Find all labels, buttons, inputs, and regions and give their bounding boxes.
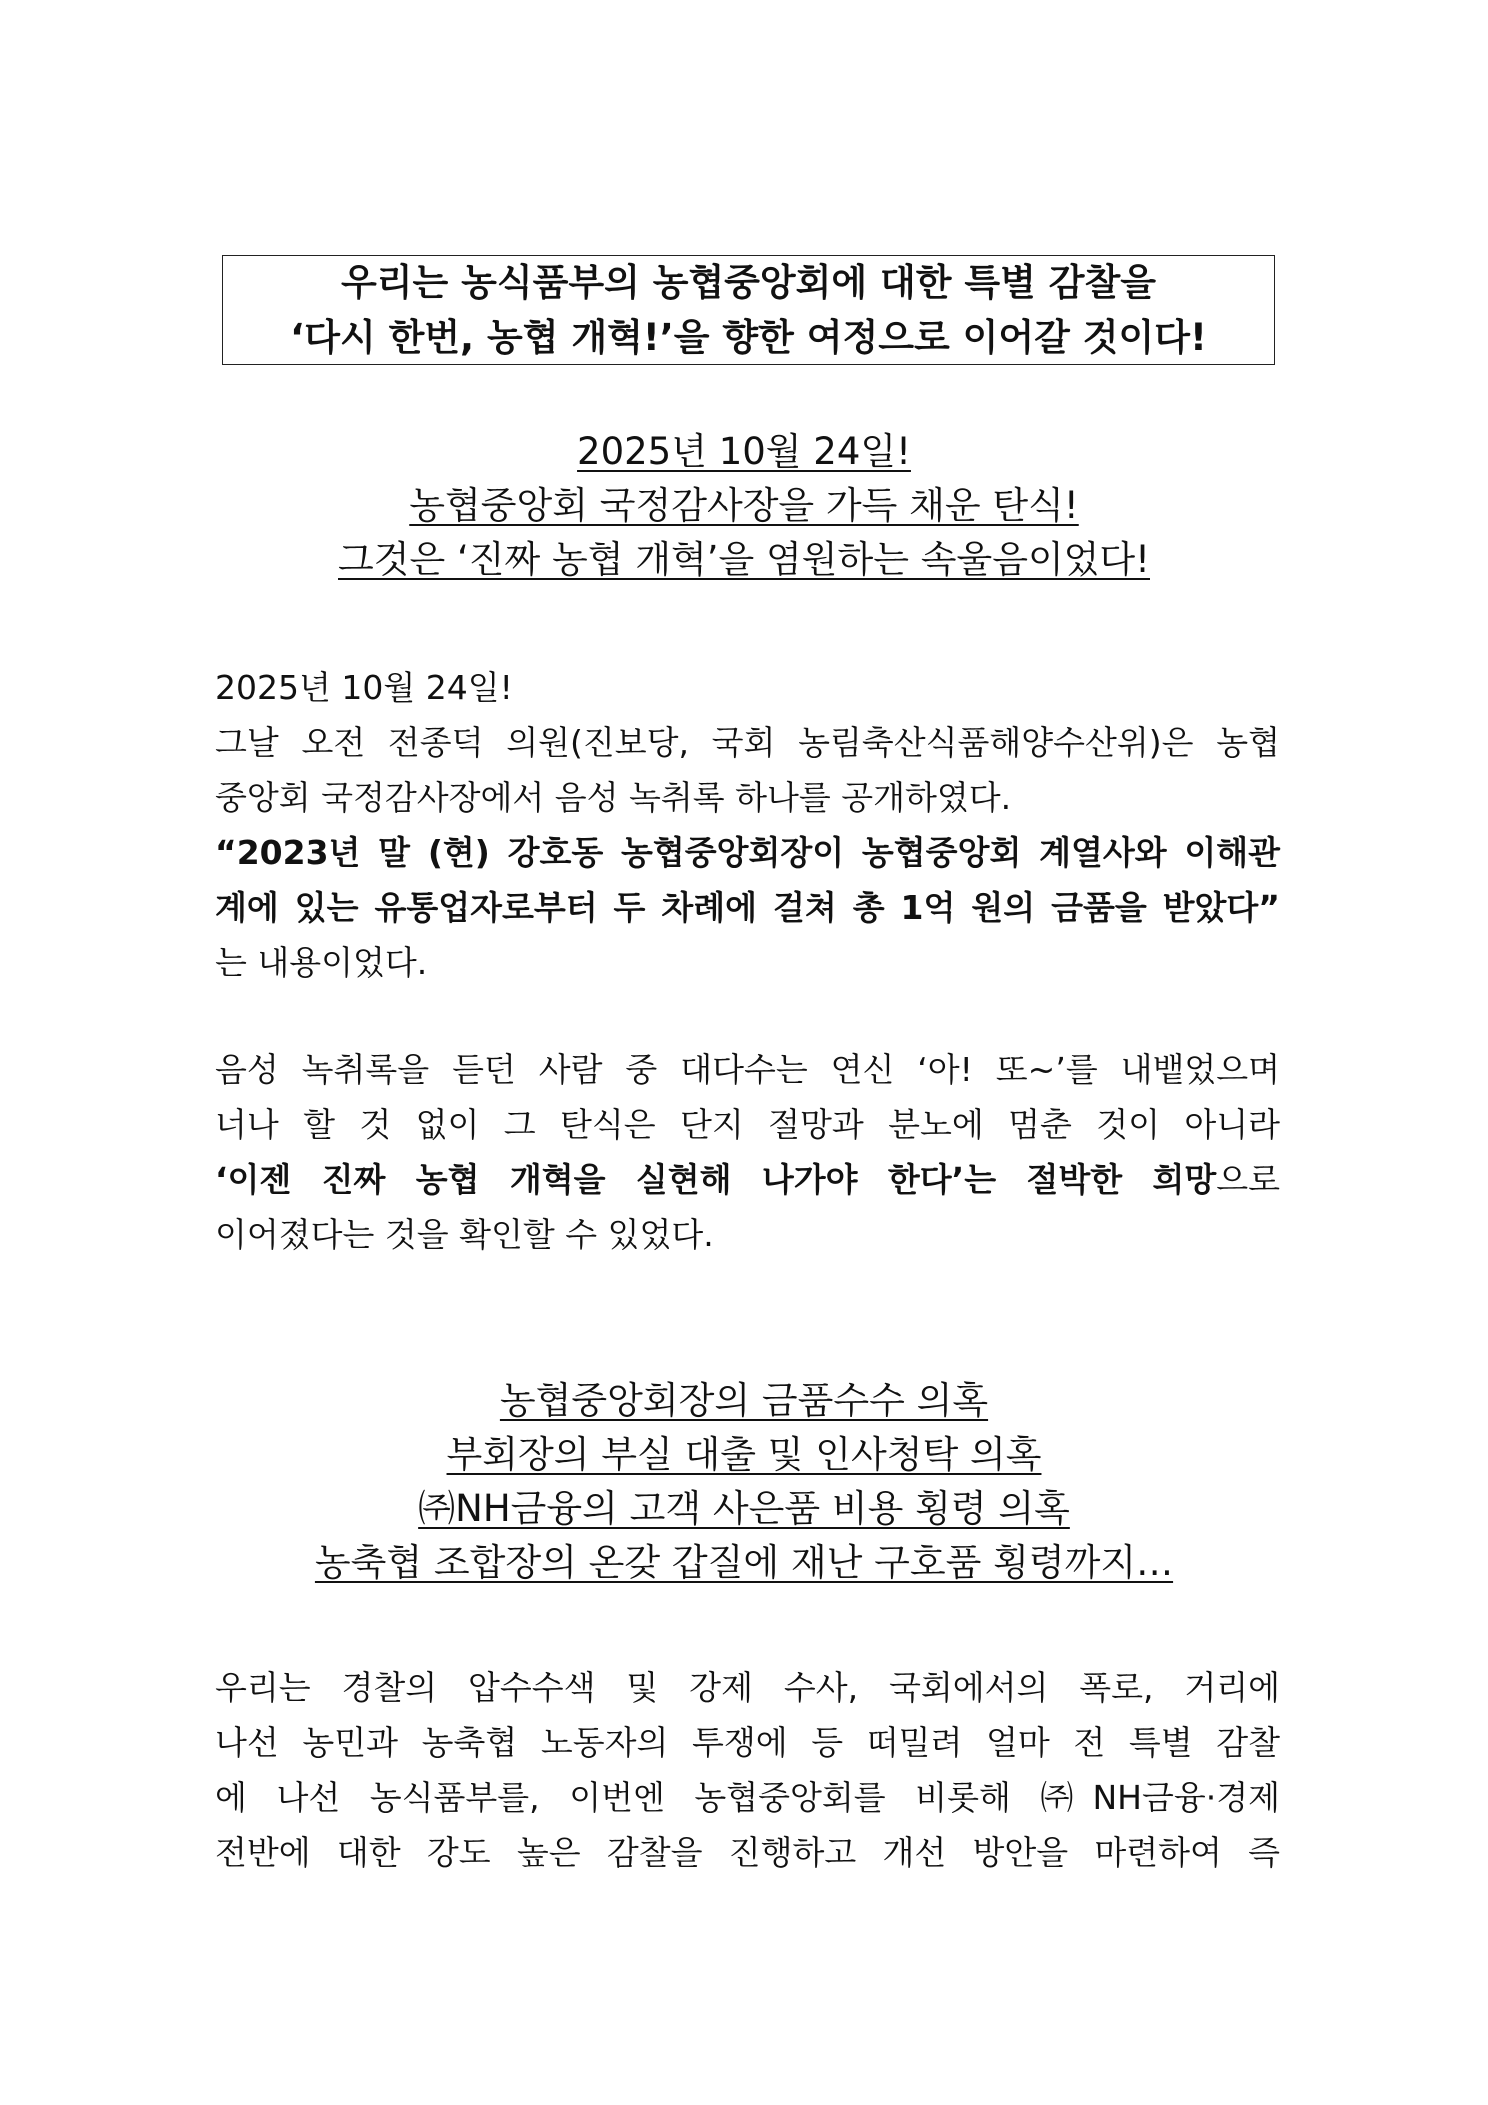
heading-allegations <box>210 1374 1278 1590</box>
paragraph-demand <box>215 1660 1280 1880</box>
para1-line-1: 2025년 10월 24일! <box>215 668 513 707</box>
para2-line-2: 너나 할 것 없이 그 탄식은 단지 절망과 분노에 멈춘 것이 아니라 <box>215 1105 1280 1144</box>
para2-line-3-rest: 으로 <box>1216 1160 1280 1199</box>
para1-line-4: “2023년 말 (현) 강호동 농협중앙회장이 농협중앙회 계열사와 이해관 <box>215 833 1280 872</box>
para1-line-5: 계에 있는 유통업자로부터 두 차례에 걸쳐 총 1억 원의 금품을 받았다” <box>215 888 1280 927</box>
title-box <box>222 255 1275 365</box>
paragraph-disclosure <box>215 660 1280 990</box>
title-line-2: ‘다시 한번, 농협 개혁!’을 향한 여정으로 이어갈 것이다! <box>290 316 1207 359</box>
paragraph-reaction <box>215 1042 1280 1262</box>
heading1-line-1: 2025년 10월 24일! <box>577 430 911 473</box>
para2-line-3 <box>215 1152 1280 1207</box>
para1-line-6: 는 내용이었다. <box>215 943 428 982</box>
heading1-line-3: 그것은 ‘진짜 농협 개혁’을 염원하는 속울음이었다! <box>338 538 1150 581</box>
heading1-line-2: 농협중앙회 국정감사장을 가득 채운 탄식! <box>409 484 1079 527</box>
para2-line-4: 이어졌다는 것을 확인할 수 있었다. <box>215 1215 714 1254</box>
para3-line-4: 전반에 대한 강도 높은 감찰을 진행하고 개선 방안을 마련하여 즉 <box>215 1833 1280 1872</box>
heading2-line-4: 농축협 조합장의 온갖 갑질에 재난 구호품 횡령까지… <box>314 1541 1174 1584</box>
para3-line-3: 에 나선 농식품부를, 이번엔 농협중앙회를 비롯해 ㈜NH금융·경제 <box>215 1778 1280 1817</box>
heading2-line-3: ㈜NH금융의 고객 사은품 비용 횡령 의혹 <box>418 1487 1070 1530</box>
para2-line-3-bold: ‘이젠 진짜 농협 개혁을 실현해 나가야 한다’는 절박한 희망 <box>215 1160 1217 1199</box>
heading-date-section <box>210 425 1278 587</box>
para1-line-2: 그날 오전 전종덕 의원(진보당, 국회 농림축산식품해양수산위)은 농협 <box>215 723 1280 762</box>
para3-line-2: 나선 농민과 농축협 노동자의 투쟁에 등 떠밀려 얼마 전 특별 감찰 <box>215 1723 1280 1762</box>
para2-line-1: 음성 녹취록을 듣던 사람 중 대다수는 연신 ‘아! 또~’를 내뱉었으며 <box>215 1050 1280 1089</box>
heading2-line-2: 부회장의 부실 대출 및 인사청탁 의혹 <box>446 1433 1042 1476</box>
para3-line-1: 우리는 경찰의 압수수색 및 강제 수사, 국회에서의 폭로, 거리에 <box>215 1668 1280 1707</box>
para1-line-3: 중앙회 국정감사장에서 음성 녹취록 하나를 공개하였다. <box>215 778 1012 817</box>
title-line-1: 우리는 농식품부의 농협중앙회에 대한 특별 감찰을 <box>341 261 1156 304</box>
heading2-line-1: 농협중앙회장의 금품수수 의혹 <box>499 1379 989 1422</box>
